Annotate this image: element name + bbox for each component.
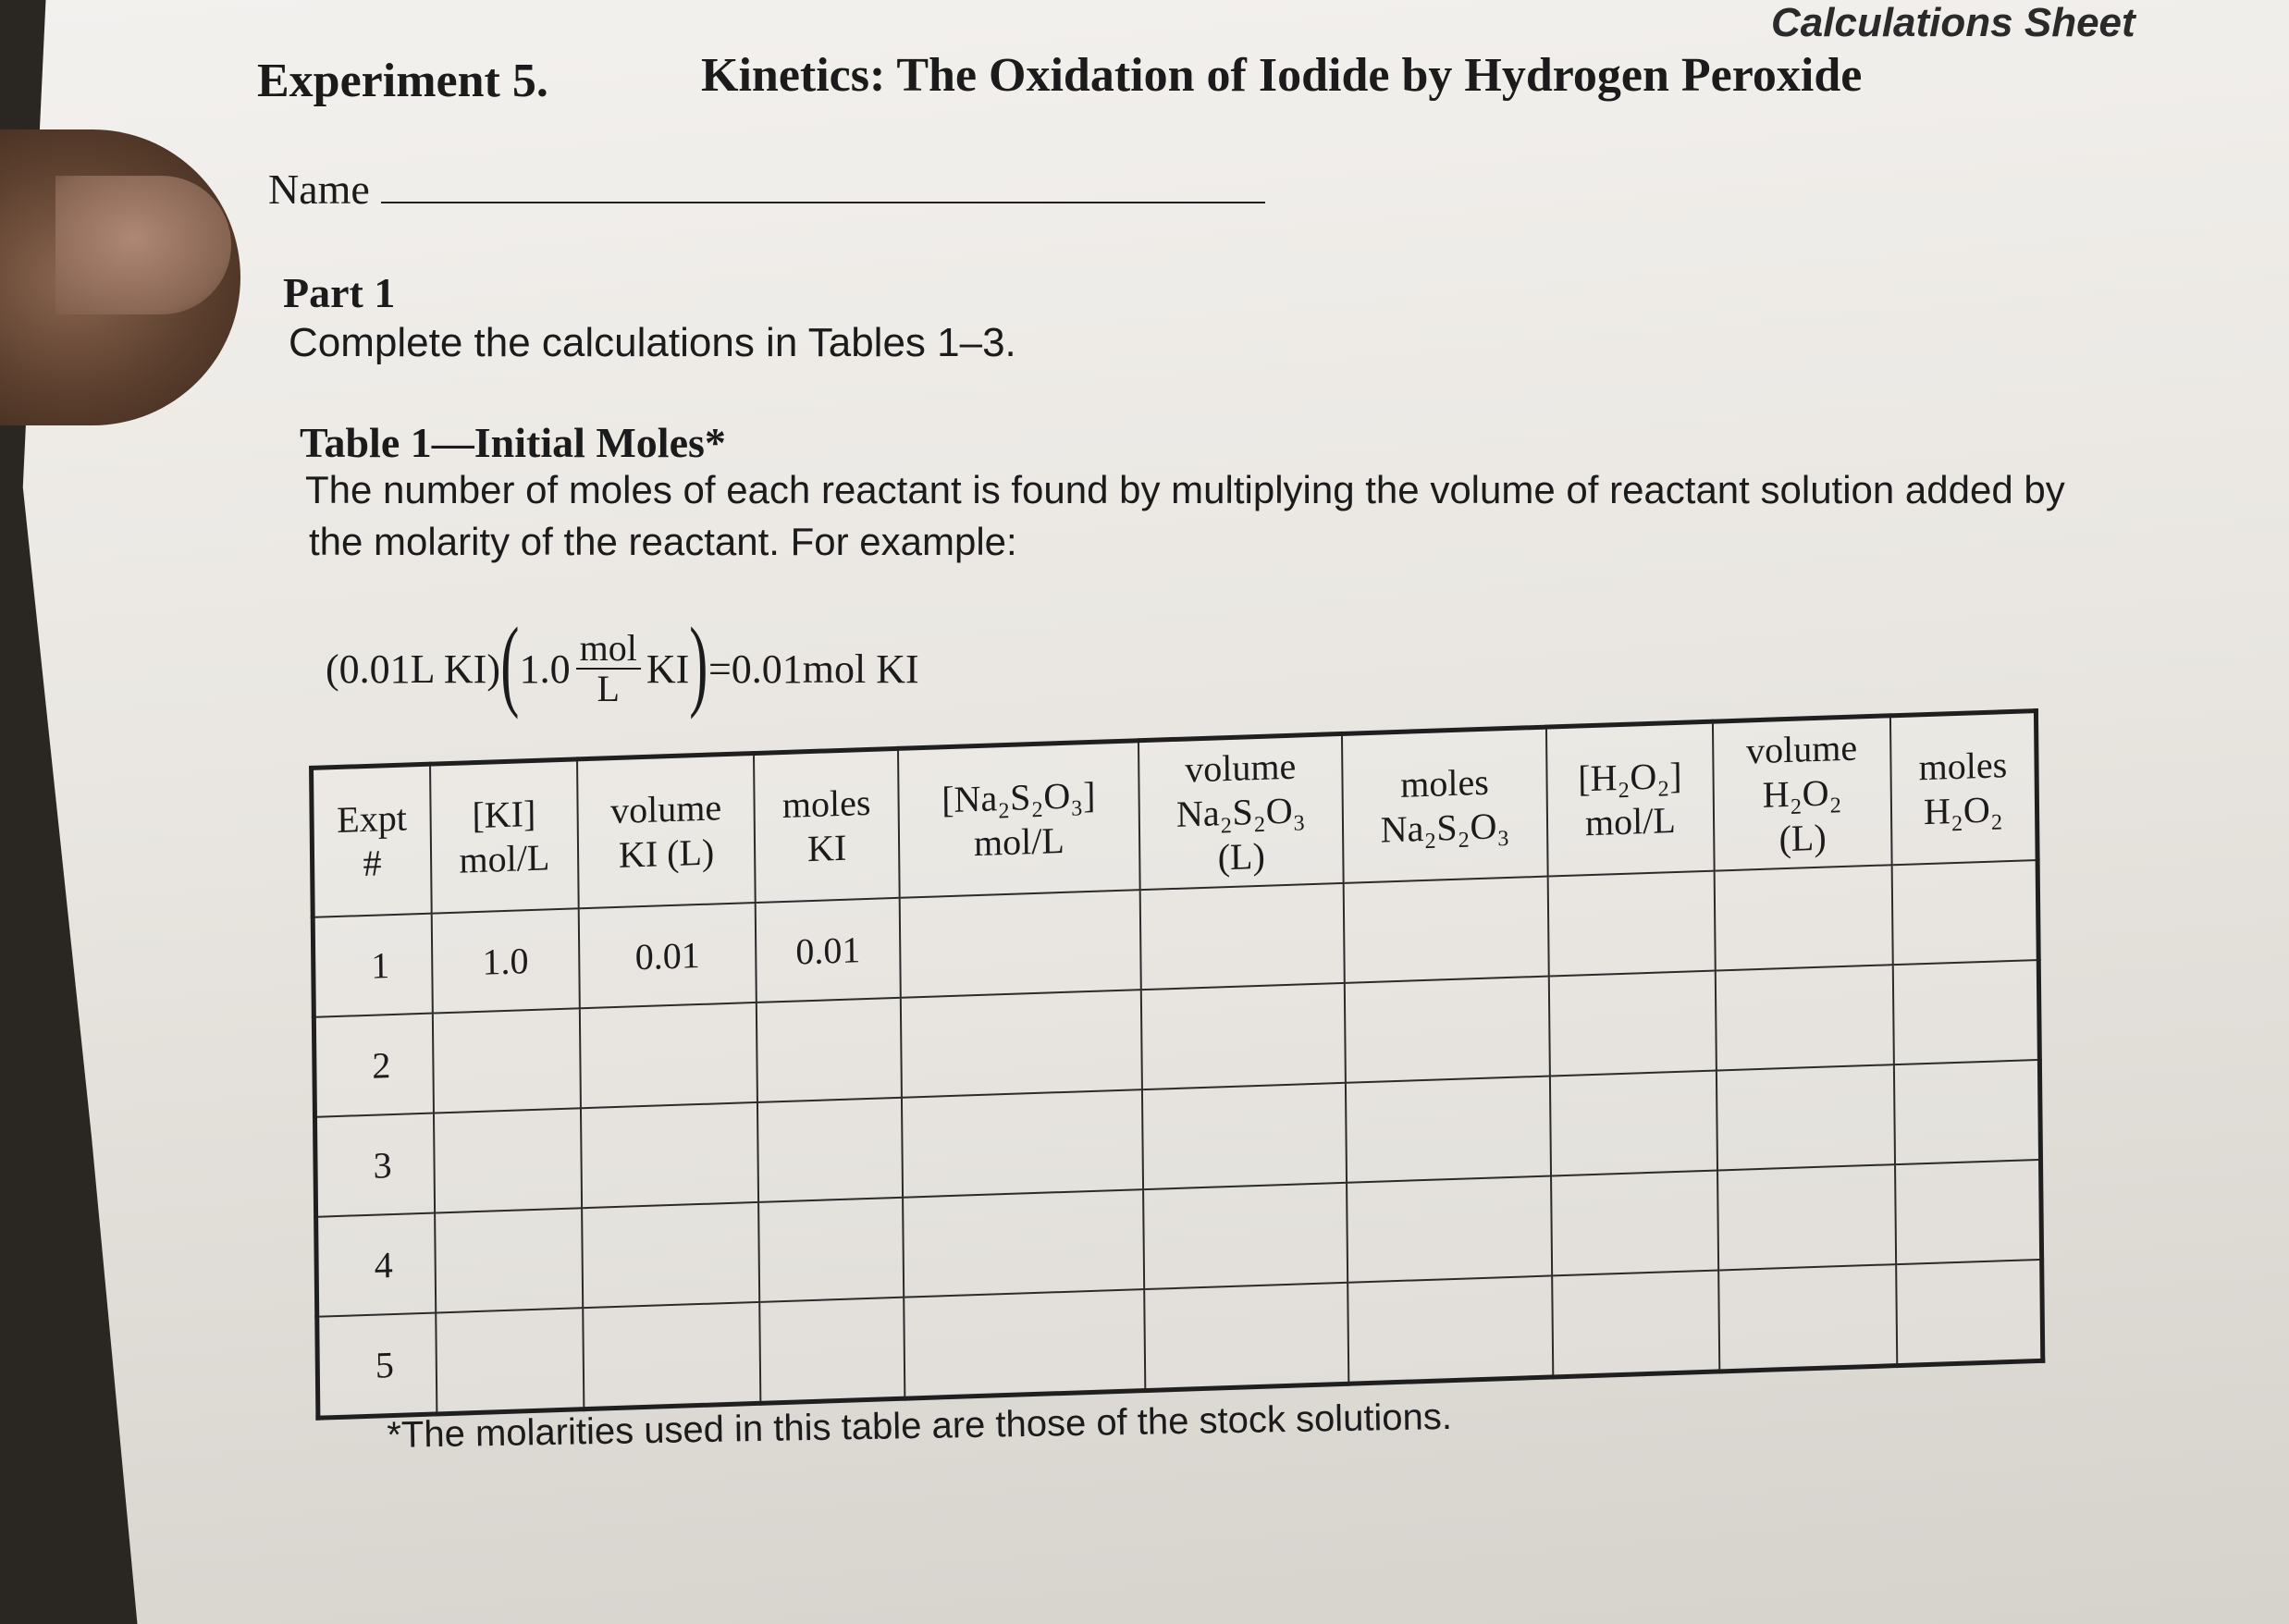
table-cell[interactable]	[1717, 1064, 1895, 1170]
table-cell[interactable]	[1348, 1275, 1553, 1384]
table-cell[interactable]	[582, 1202, 760, 1308]
table-cell[interactable]	[583, 1302, 761, 1409]
column-header-line: H₂O₂	[1762, 771, 1842, 816]
table-cell[interactable]	[757, 998, 902, 1102]
table-cell[interactable]	[1143, 1183, 1348, 1289]
part-title: Part 1	[283, 269, 396, 316]
column-header-line: #	[363, 842, 382, 885]
column-header-line: Expt	[337, 796, 408, 841]
fraction-denominator: L	[597, 668, 620, 709]
column-header	[312, 764, 432, 917]
column-header-line: moles	[1918, 744, 2008, 789]
table-cell[interactable]	[1144, 1283, 1349, 1391]
table-cell[interactable]: 1.0	[432, 908, 580, 1013]
table-cell[interactable]	[436, 1308, 584, 1414]
table-cell[interactable]	[903, 1189, 1144, 1298]
table-cell[interactable]	[760, 1298, 905, 1404]
column-header-line: volume	[609, 786, 722, 832]
equation-fraction	[576, 629, 641, 708]
table-cell[interactable]	[1552, 1270, 1719, 1376]
column-header-line: [KI]	[472, 792, 536, 837]
column-header-line: H₂O₂	[1923, 788, 2003, 833]
column-header-line: moles	[1400, 760, 1490, 806]
column-header-line: [H₂O₂]	[1578, 754, 1682, 800]
table-cell[interactable]	[434, 1108, 582, 1212]
column-header-line: Na₂S₂O₃	[1175, 789, 1306, 835]
table-cell[interactable]	[1345, 977, 1550, 1083]
column-header-line: volume	[1745, 726, 1858, 772]
experiment-number: Experiment 5.	[257, 55, 548, 107]
column-header-line: (L)	[1217, 834, 1266, 879]
table-cell[interactable]	[902, 1089, 1143, 1198]
table-cell[interactable]	[757, 1098, 903, 1202]
sheet-title: Calculations Sheet	[1771, 0, 2135, 45]
equation-coefficient: 1.0	[519, 646, 571, 692]
column-header	[754, 748, 899, 903]
table-cell[interactable]	[904, 1289, 1145, 1398]
initial-moles-table	[309, 708, 2045, 1421]
table-cell[interactable]	[1896, 1260, 2043, 1366]
part-instruction: Complete the calculations in Tables 1–3.	[289, 320, 1016, 365]
expt-number-cell: 5	[317, 1312, 437, 1418]
table-cell[interactable]	[433, 1008, 581, 1113]
table-cell[interactable]	[581, 1102, 759, 1208]
experiment-title: Kinetics: The Oxidation of Iodide by Hydrogen Peroxide	[701, 49, 1863, 102]
expt-number-cell: 1	[313, 914, 432, 1017]
table-cell[interactable]	[1347, 1175, 1552, 1282]
table-cell[interactable]	[1891, 860, 2038, 965]
column-header-line: mol/L	[459, 836, 550, 881]
equation-volume: (0.01L KI)	[326, 646, 500, 692]
table-cell[interactable]	[1346, 1077, 1551, 1183]
table-cell[interactable]: 0.01	[756, 898, 901, 1003]
column-header	[1342, 727, 1547, 883]
equation-result: =0.01mol KI	[708, 646, 919, 692]
table-cell[interactable]	[1547, 871, 1715, 977]
thumb-nail	[55, 176, 231, 314]
fraction-numerator: mol	[576, 629, 641, 670]
table-cell[interactable]	[1549, 971, 1717, 1077]
name-label: Name	[268, 166, 370, 213]
table-cell[interactable]	[1550, 1071, 1717, 1176]
table-description-line1: The number of moles of each reactant is found by multiplying the volume of reactant solution added by	[305, 468, 2065, 511]
example-equation	[326, 607, 919, 720]
table-cell[interactable]	[580, 1003, 758, 1108]
column-header-line: mol/L	[973, 818, 1065, 865]
table-cell[interactable]	[1139, 883, 1345, 990]
column-header-line: [Na₂S₂O₃]	[941, 773, 1096, 821]
expt-number-cell: 2	[314, 1014, 433, 1117]
table-cell[interactable]	[1895, 1160, 2042, 1264]
table-cell[interactable]	[900, 890, 1141, 998]
column-header-line: Na₂S₂O₃	[1380, 804, 1510, 851]
table-cell[interactable]	[1717, 1164, 1896, 1270]
table-cell[interactable]	[1551, 1171, 1718, 1276]
table-cell[interactable]	[435, 1208, 583, 1312]
column-header	[1713, 716, 1891, 871]
column-header-line: moles	[781, 781, 871, 827]
table-cell[interactable]	[1140, 983, 1346, 1089]
table-cell[interactable]	[758, 1198, 904, 1302]
table-cell[interactable]	[1142, 1083, 1348, 1189]
column-header	[430, 759, 579, 914]
table-body	[313, 860, 2043, 1418]
table-cell[interactable]	[1894, 1060, 2041, 1164]
table-cell[interactable]	[1716, 965, 1894, 1070]
column-header	[1546, 721, 1715, 876]
name-blank-line[interactable]	[381, 202, 1265, 203]
column-header	[898, 741, 1139, 898]
column-header-line: KI	[806, 826, 847, 870]
column-header-line: KI (L)	[618, 830, 715, 876]
column-header-line: volume	[1185, 744, 1297, 791]
left-paren: (	[500, 607, 520, 720]
right-paren: )	[689, 607, 708, 720]
column-header	[1138, 733, 1344, 890]
table-footnote: *The molarities used in this table are those of the stock solutions.	[387, 1396, 1453, 1456]
expt-number-cell: 4	[316, 1213, 436, 1317]
column-header-line: mol/L	[1584, 799, 1677, 844]
expt-number-cell: 3	[314, 1113, 434, 1217]
table-cell[interactable]	[1715, 865, 1893, 970]
column-header-line: (L)	[1778, 816, 1827, 860]
table-cell[interactable]	[901, 990, 1142, 1098]
equation-unit: KI	[646, 646, 690, 692]
column-header	[1890, 711, 2038, 866]
table-cell[interactable]	[1344, 877, 1549, 983]
table-cell[interactable]: 0.01	[578, 903, 757, 1008]
table-description-line2: the molarity of the reactant. For example:	[309, 520, 1017, 563]
table-cell[interactable]	[1892, 960, 2039, 1064]
table-cell[interactable]	[1718, 1264, 1897, 1372]
table-title: Table 1—Initial Moles*	[300, 419, 726, 466]
column-header	[577, 754, 756, 909]
